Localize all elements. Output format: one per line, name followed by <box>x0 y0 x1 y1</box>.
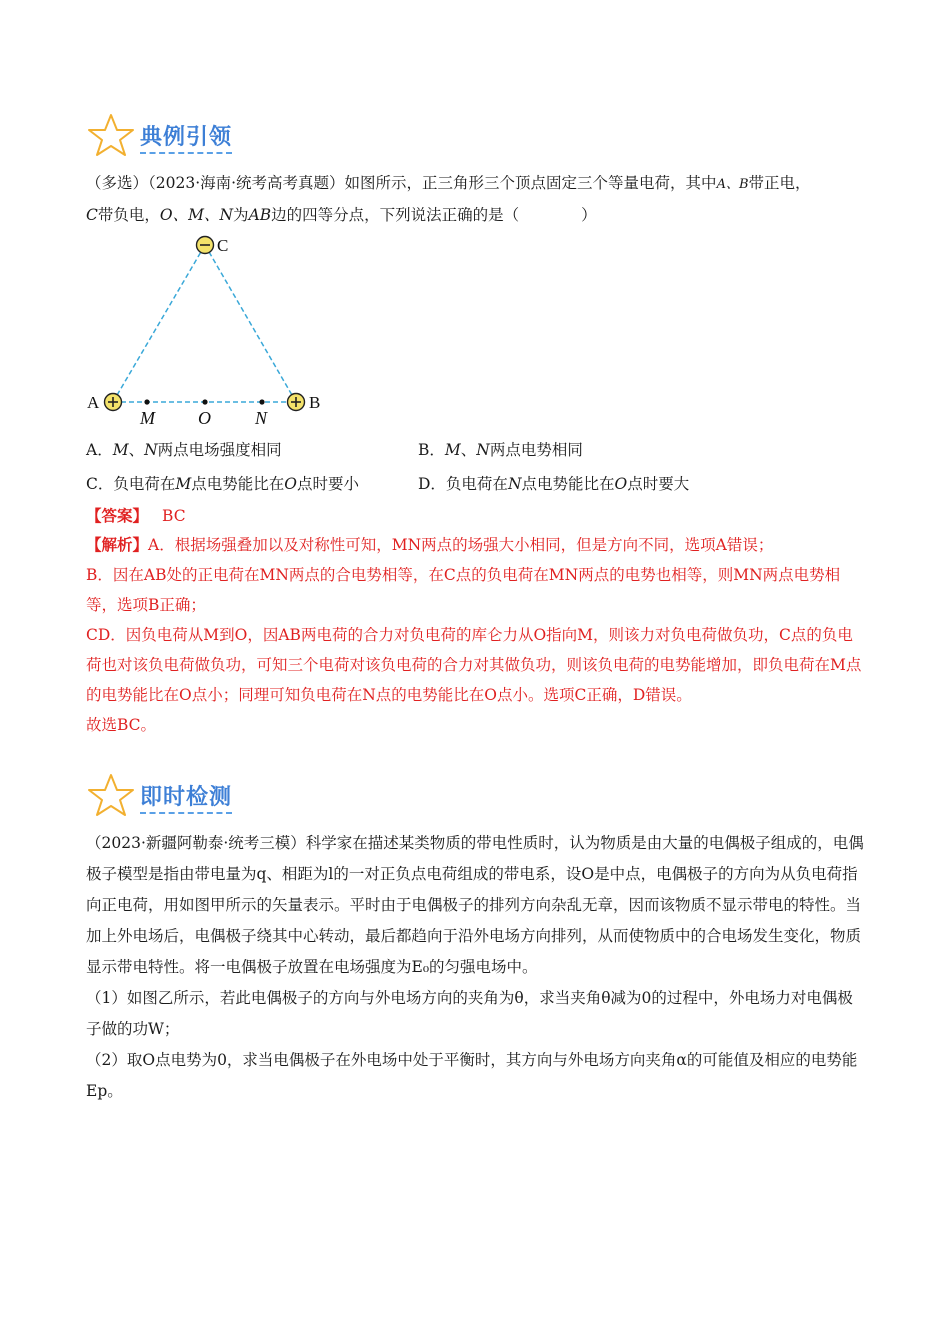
analysis-line-b: B．因在AB处的正电荷在MN两点的合电势相等，在C点的负电荷在MN两点的电势也相等，则MN两点电势相等，选项B正确； <box>86 566 841 614</box>
title-underline <box>140 812 232 814</box>
label-o: O <box>198 408 211 428</box>
option-a[interactable]: A．M、N两点电场强度相同 <box>86 441 282 459</box>
triangle-charge-diagram <box>82 228 332 432</box>
charge-b <box>288 394 305 411</box>
analysis <box>86 530 868 740</box>
charge-c <box>197 237 214 254</box>
answer-label: 【答案】 <box>86 506 149 525</box>
option-b[interactable]: B．M、N两点电势相同 <box>418 441 583 459</box>
star-icon <box>86 772 136 818</box>
problem-2 <box>86 828 868 1107</box>
label-a: A <box>87 393 100 412</box>
question-stem: （多选）（2023·海南·统考高考真题）如图所示，正三角形三个顶点固定三个等量电荷，其中A、B带正电， C带负电，O、M、N为AB边的四等分点，下列说法正确的是（ ） <box>86 174 811 224</box>
analysis-conclusion: 故选BC。 <box>86 716 157 734</box>
charge-a <box>105 394 122 411</box>
section-header-check <box>86 772 346 822</box>
section-header-example <box>86 112 346 162</box>
label-n: N <box>255 408 268 428</box>
side-bc <box>205 245 296 402</box>
point-m <box>144 399 149 404</box>
label-b: B <box>309 393 321 412</box>
label-c: C <box>217 236 229 255</box>
option-d[interactable]: D．负电荷在N点电势能比在O点时要大 <box>418 475 690 493</box>
option-c[interactable]: C．负电荷在M点电势能比在O点时要小 <box>86 475 359 493</box>
label-m: M <box>140 408 155 428</box>
title-underline <box>140 152 232 154</box>
problem-2-intro: （2023·新疆阿勒泰·统考三模）科学家在描述某类物质的带电性质时，认为物质是由大量的电偶极子组成的，电偶极子模型是指由带电量为q、相距为l的一对正负点电荷组成的带电系，设O是中点，电偶极子的方向为从负电荷指向正电荷，用如图甲所示的矢量表示。平时由于电偶极子的排列方向杂乱无章，因而该物质不显示带电的特性。当加上外电场后，电偶极子绕其中心转动，最后都趋向于沿外电场方向排列，从而使物质中的合电场发生变化，物质显示带电特性。将一电偶极子放置在电场强度为E₀的匀强电场中。 <box>86 834 864 976</box>
side-ac <box>113 245 205 402</box>
section-title: 即时检测 <box>140 785 233 810</box>
answer-line <box>86 500 868 532</box>
point-n <box>259 399 264 404</box>
options <box>86 438 866 502</box>
star-icon <box>86 112 136 158</box>
answer-value: BC <box>162 507 186 525</box>
problem-2-part-1: （1）如图乙所示，若此电偶极子的方向与外电场方向的夹角为θ，求当夹角θ减为0的过程中，外电场力对电偶极子做的功W； <box>86 989 853 1038</box>
analysis-label: 【解析】 <box>86 535 149 554</box>
point-o <box>202 399 207 404</box>
analysis-line-a: A．根据场强叠加以及对称性可知，MN两点的场强大小相同，但是方向不同，选项A错误； <box>148 536 774 554</box>
section-title: 典例引领 <box>140 125 233 150</box>
analysis-line-cd: CD．因负电荷从M到O，因AB两电荷的合力对负电荷的库仑力从O指向M，则该力对负电荷做负功，C点的负电荷也对该负电荷做负功，可知三个电荷对该负电荷的合力对其做负功，则该负电荷的电势能增加，即负电荷在M点的电势能比在O点小；同理可知负电荷在N点的电势能比在O点小。选项C正确，D错误。 <box>86 626 862 704</box>
problem-2-part-2: （2）取O点电势为0，求当电偶极子在外电场中处于平衡时，其方向与外电场方向夹角α的可能值及相应的电势能Ep。 <box>86 1051 858 1100</box>
